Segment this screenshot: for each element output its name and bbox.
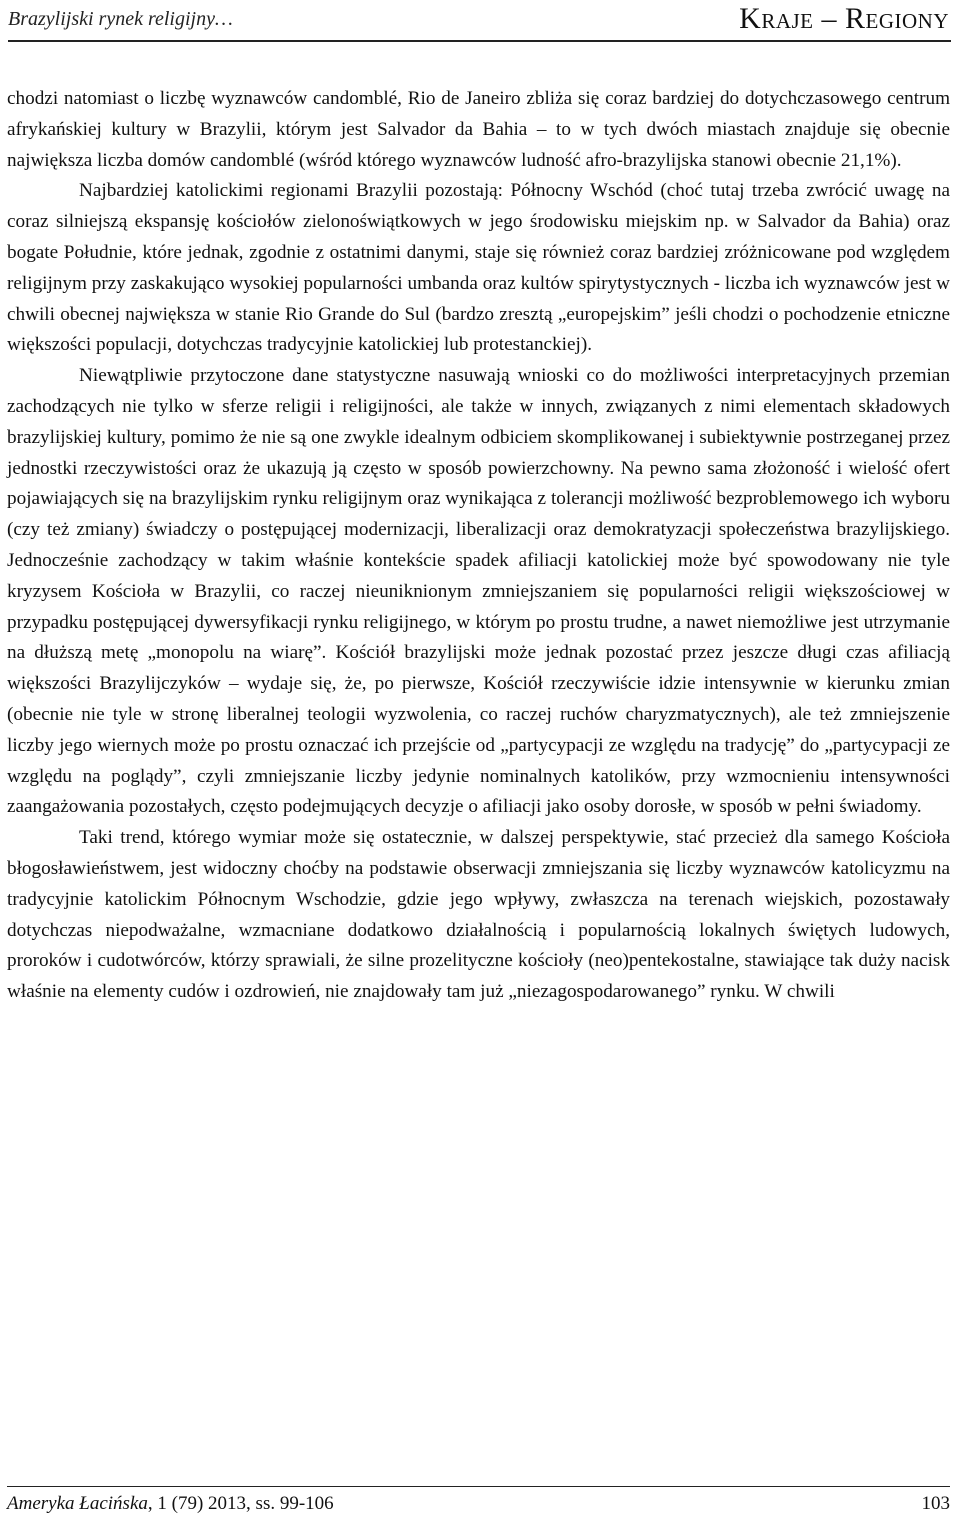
page-footer — [7, 1486, 950, 1515]
paragraph-1: chodzi natomiast o liczbę wyznawców candomblé, Rio de Janeiro zbliża się coraz bardziej do dotychczasowego centrum afrykańskiej kultury w Brazylii, którym jest Salvador da Bahia – to w tych dwóch miastach znajduje się obecnie największa liczba domów candomblé (wśród którego wyznawców ludność afro-brazylijska stanowi obecnie 21,1%). — [7, 88, 950, 171]
paragraph-3: Niewątpliwie przytoczone dane statystyczne nasuwają wnioski co do możliwości interpretacyjnych przemian zachodzących nie tylko w sferze religii i religijności, ale także w innych, związanych z nimi elementach składowych brazylijskiej kultury, pomimo że nie są one zwykle idealnym odbiciem skomplikowanej i subiektywnie postrzeganej przez jednostki rzeczywistości oraz że ukazują ją często w sposób powierzchowny. Na pewno sama złożoność i wielość ofert pojawiających się na brazylijskim rynku religijnym oraz wynikająca z tolerancji możliwość bezproblemowego ich wyboru (czy też zmiany) świadczy o postępującej modernizacji, liberalizacji oraz demokratyzacji społeczeństwa brazylijskiego. Jednocześnie zachodzący w takim właśnie kontekście spadek afiliacji katolickiej może być spowodowany nie tyle kryzysem Kościoła w Brazylii, co raczej nieuniknionym zmniejszaniem się popularności religii większościowej w przypadku postępującej dywersyfikacji rynku religijnego, w którym po prostu trudne, a nawet niemożliwe jest utrzymanie na dłuższą metę „monopolu na wiarę”. Kościół brazylijski może jednak pozostać przez jeszcze długi czas afiliacją większości Brazylijczyków – wydaje się, że, po pierwsze, Kościół rzeczywiście idzie intensywnie w kierunku zmian (obecnie nie tyle w stronę liberalnej teologii wyzwolenia, co raczej ruchów charyzmatycznych), ale też zmniejszenie liczby jego wiernych może po prostu oznaczać ich przejście od „partycypacji ze względu na tradycję” do „partycypacji ze względu na poglądy”, czyli zmniejszanie liczby jedynie nominalnych katolików, przy wzmocnieniu intensywności zaangażowania pozostałych, często podejmujących decyzje o afiliacji jako osoby dorosłe, w sposób w pełni świadomy. — [7, 365, 950, 818]
journal-issue: , 1 (79) 2013, ss. 99-106 — [147, 1493, 334, 1514]
page-number: 103 — [921, 1493, 950, 1514]
paragraph-4: Taki trend, którego wymiar może się ostatecznie, w dalszej perspektywie, stać przecież dla samego Kościoła błogosławieństwem, jest widoczny choćby na podstawie obserwacji zmniejszania się liczby wyznawców katolicyzmu na tradycyjnie katolickim Północnym Wschodzie, gdzie jego wpływy, zwłaszcza na terenach wiejskich, pozostawały dotychczas niepodważalne, wzmacniane dodatkowo działalnością i popularnością lokalnych świętych ludowych, proroków i cudotwórców, którzy sprawiali, że silne prozelityczne kościoły (neo)pentekostalne, stawiające tak duży nacisk właśnie na elementy cudów i ozdrowień, nie znajdowały tam już „niezagospodarowanego” rynku. W chwili — [7, 827, 950, 1003]
journal-citation — [7, 1493, 334, 1515]
journal-name: Ameryka Łacińska — [7, 1493, 148, 1514]
body-text — [7, 84, 950, 1008]
paragraph-2: Najbardziej katolickimi regionami Brazylii pozostają: Północny Wschód (choć tutaj trzeba zwrócić uwagę na coraz silniejszą ekspansję kościołów zielonoświątkowych w jego środowisku miejskim np. w Salvador da Bahia) oraz bogate Południe, które jednak, zgodnie z ostatnimi danymi, staje się również coraz bardziej zróżnicowane pod względem religijnym przy zaskakująco wysokiej popularności umbanda oraz kultów spirytystycznych - liczba ich wyznawców jest w chwili obecnej największa w stanie Rio Grande do Sul (bardzo zresztą „europejskim” jeśli chodzi o pochodzenie etniczne większości populacji, dotychczas tradycyjnie katolickiej lub protestanckiej). — [7, 180, 950, 356]
running-title: Brazylijski rynek religijny… — [8, 8, 233, 30]
section-title: Kraje – Regiony — [739, 2, 949, 35]
page-header — [8, 0, 951, 42]
